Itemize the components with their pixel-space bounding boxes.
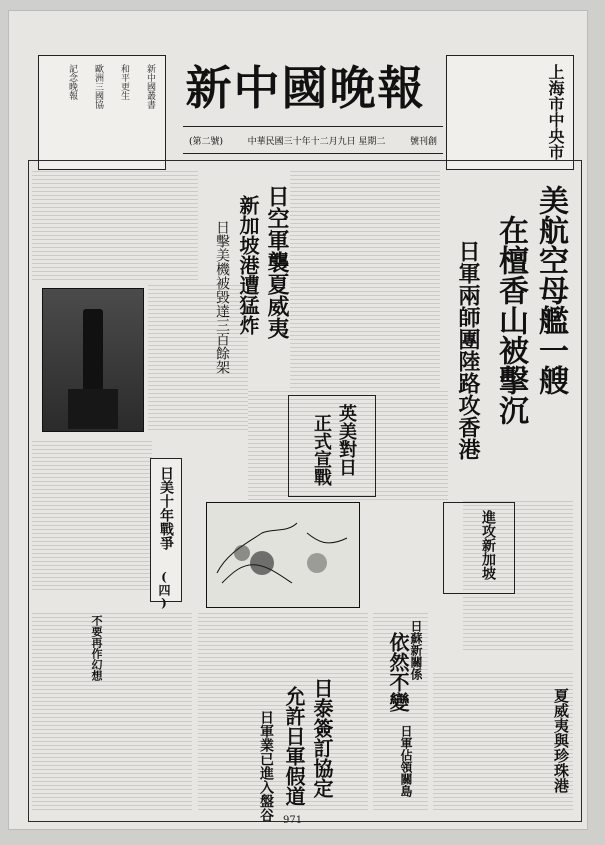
right-headline: 夏威夷與珍珠港	[552, 688, 570, 793]
right-mid-headline: 進攻新加坡	[480, 510, 496, 580]
left-headline: 日空軍襲夏威夷	[264, 185, 290, 339]
right-info-box	[446, 55, 574, 170]
center-subheadline: 日蘇新關係	[409, 620, 423, 680]
pacific-map	[206, 502, 360, 608]
article-text-block	[32, 170, 198, 280]
left-box-text-3: 歐洲三國協	[93, 64, 103, 109]
article-text-block	[32, 610, 192, 810]
inset-title: 日美十年戰爭	[158, 466, 174, 550]
left-box-text-4: 記念晚報	[67, 64, 77, 100]
inaugural-label: 號刊創	[409, 136, 437, 147]
monument-shape	[83, 309, 103, 399]
monument-photo	[42, 288, 144, 432]
article-text-block	[290, 170, 440, 400]
left-box-text-1: 新中國叢書	[145, 64, 155, 109]
main-headline-2: 在檀香山被擊沉	[493, 215, 528, 425]
dateline	[183, 126, 443, 154]
right-small-headline: 日軍佔領關島	[399, 725, 413, 797]
newspaper-page	[8, 10, 588, 830]
article-text-block	[32, 440, 152, 590]
left-small-headline: 不要再作幻想	[90, 615, 103, 681]
lower-headline-1: 日泰簽訂協定	[310, 678, 334, 798]
page-number: 971	[283, 815, 303, 826]
main-subheadline: 日軍兩師團陸路攻香港	[455, 240, 481, 460]
article-text-block	[148, 285, 248, 430]
lower-headline-2: 允許日軍假道	[282, 686, 306, 806]
issue-number: (第二號)	[189, 136, 224, 147]
mid-headline: 英美對日	[336, 404, 357, 476]
inset-subtitle: (四)	[157, 570, 171, 610]
city-label: 上海市中央市	[546, 64, 565, 160]
main-headline-1: 美航空母艦一艘	[533, 185, 568, 395]
date-text: 中華民國三十年十二月九日 星期二	[247, 136, 386, 147]
left-info-box	[38, 55, 166, 170]
center-headline: 依然不變	[386, 632, 410, 712]
left-headline-2: 新加坡港遭猛炸	[236, 195, 260, 335]
lower-subheadline: 日軍業已進入盤谷	[258, 710, 274, 822]
mid-headline-2: 正式宣戰	[311, 414, 332, 486]
masthead	[173, 50, 438, 120]
masthead-title: 新中國晚報	[185, 61, 426, 115]
monument-base	[68, 389, 118, 429]
left-subheadline: 日擊美機被毀達三百餘架	[214, 220, 230, 374]
left-box-text-2: 和平更生	[119, 64, 129, 100]
